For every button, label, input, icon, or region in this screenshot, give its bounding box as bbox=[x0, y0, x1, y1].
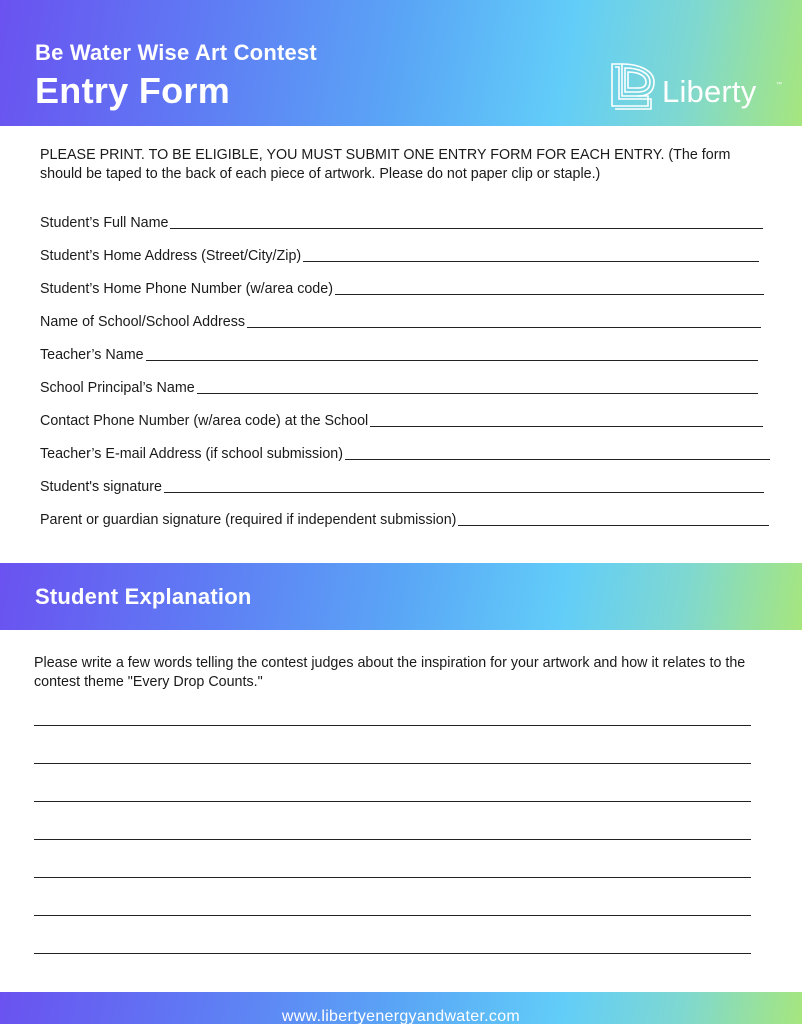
logo-wordmark: Liberty bbox=[662, 74, 757, 109]
fill-line[interactable] bbox=[345, 446, 770, 460]
home-address-field[interactable] bbox=[40, 243, 759, 265]
trademark-symbol: ™ bbox=[776, 82, 782, 88]
field-label: Student’s Full Name bbox=[40, 215, 169, 231]
writing-line[interactable] bbox=[34, 763, 751, 764]
fill-line[interactable] bbox=[370, 413, 763, 427]
website-url: www.libertyenergyandwater.com bbox=[281, 1008, 521, 1024]
footer-banner bbox=[0, 992, 802, 1024]
student-name-field[interactable] bbox=[40, 210, 763, 232]
section-banner bbox=[0, 563, 802, 630]
field-label: Contact Phone Number (w/area code) at the School bbox=[40, 413, 369, 429]
header-banner bbox=[0, 0, 802, 126]
fill-line[interactable] bbox=[303, 248, 759, 262]
liberty-logo bbox=[608, 60, 780, 116]
principal-name-field[interactable] bbox=[40, 375, 758, 397]
field-label: Student’s Home Address (Street/City/Zip) bbox=[40, 248, 302, 264]
fill-line[interactable] bbox=[458, 512, 769, 526]
field-label: Student's signature bbox=[40, 479, 162, 495]
writing-line[interactable] bbox=[34, 877, 751, 878]
teacher-email-field[interactable] bbox=[40, 441, 770, 463]
home-phone-field[interactable] bbox=[40, 276, 764, 298]
fill-line[interactable] bbox=[247, 314, 761, 328]
writing-line[interactable] bbox=[34, 839, 751, 840]
writing-line[interactable] bbox=[34, 953, 751, 954]
fill-line[interactable] bbox=[197, 380, 758, 394]
school-address-field[interactable] bbox=[40, 309, 761, 331]
fill-line[interactable] bbox=[170, 215, 763, 229]
explanation-prompt: Please write a few words telling the contest judges about the inspiration for your artwork and how it relates to the contest theme "Every Drop Counts." bbox=[34, 655, 746, 690]
section-title: Student Explanation bbox=[35, 584, 252, 609]
field-label: School Principal’s Name bbox=[40, 380, 195, 396]
instructions-text: PLEASE PRINT. TO BE ELIGIBLE, YOU MUST SUBMIT ONE ENTRY FORM FOR EACH ENTRY. (The form should be taped to the back of each piece of artwork. Please do not paper clip or staple.) bbox=[40, 147, 731, 182]
student-signature-field[interactable] bbox=[40, 474, 764, 496]
teacher-name-field[interactable] bbox=[40, 342, 758, 364]
fill-line[interactable] bbox=[335, 281, 764, 295]
field-label: Teacher’s E-mail Address (if school submission) bbox=[40, 446, 343, 462]
field-label: Student’s Home Phone Number (w/area code) bbox=[40, 281, 333, 297]
contest-subtitle: Be Water Wise Art Contest bbox=[35, 40, 317, 65]
fill-line[interactable] bbox=[164, 479, 764, 493]
writing-line[interactable] bbox=[34, 915, 751, 916]
heart-logo-icon bbox=[608, 60, 658, 112]
page-title: Entry Form bbox=[35, 70, 231, 111]
parent-signature-field[interactable] bbox=[40, 507, 769, 529]
field-label: Teacher’s Name bbox=[40, 347, 144, 363]
writing-line[interactable] bbox=[34, 725, 751, 726]
school-phone-field[interactable] bbox=[40, 408, 763, 430]
field-label: Name of School/School Address bbox=[40, 314, 246, 330]
fill-line[interactable] bbox=[146, 347, 758, 361]
writing-line[interactable] bbox=[34, 801, 751, 802]
field-label: Parent or guardian signature (required if independent submission) bbox=[40, 512, 457, 528]
